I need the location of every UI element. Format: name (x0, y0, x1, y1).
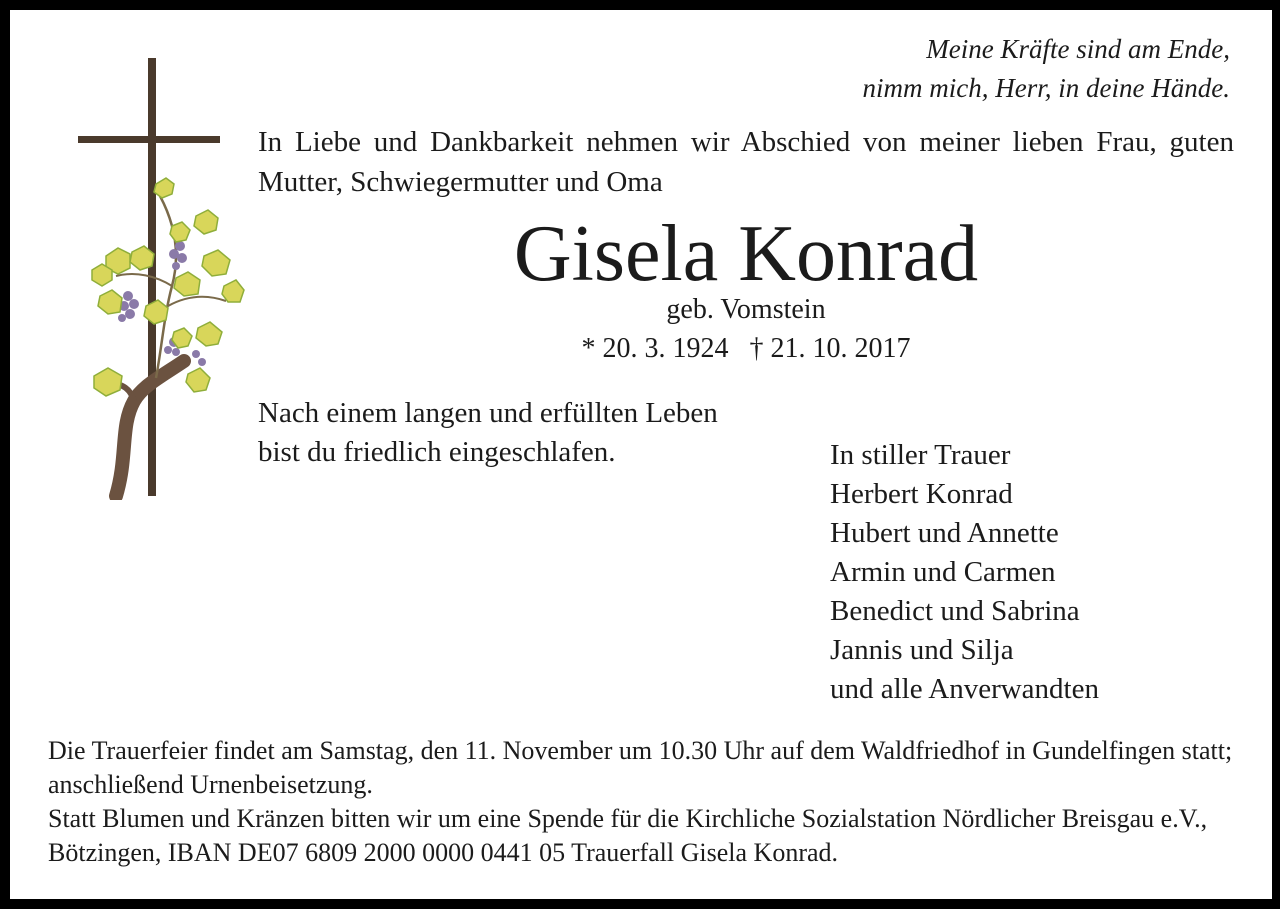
ceremony-info: Die Trauerfeier findet am Samstag, den 11. November um 10.30 Uhr auf dem Waldfriedhof in Gundelfingen statt; anschließend Urnenbeisetzung. (48, 736, 1233, 799)
intro-text: In Liebe und Dankbarkeit nehmen wir Abschied von meiner lieben Frau, guten Mutter, Schwiegermutter und Oma (258, 126, 1234, 198)
mourner-name: Hubert und Annette (830, 517, 1059, 549)
mourner-name: Jannis und Silja (830, 634, 1014, 666)
life-dates: * 20. 3. 1924 † 21. 10. 2017 (581, 333, 911, 364)
mourners-heading: In stiller Trauer (830, 439, 1011, 471)
deceased-name: Gisela Konrad (513, 210, 979, 298)
mourner-name: Herbert Konrad (830, 478, 1013, 510)
motto-line-1: Meine Kräfte sind am Ende, (926, 34, 1230, 64)
farewell-quote (258, 394, 858, 472)
mourners-list (830, 436, 1250, 709)
obituary-notice (10, 10, 1272, 899)
cross-with-grapevine-icon (76, 56, 246, 500)
donation-info: Statt Blumen und Kränzen bitten wir um eine Spende für die Kirchliche Sozialstation Nördlicher Breisgau e.V., Bötzingen, IBAN DE07 6809 2000 0000 0441 05 Trauerfall Gisela Konrad. (48, 804, 1208, 867)
mourner-name: Armin und Carmen (830, 556, 1056, 588)
quote-line-2: bist du friedlich eingeschlafen. (258, 436, 616, 468)
quote-line-1: Nach einem langen und erfüllten Leben (258, 397, 718, 429)
motto-verse (863, 30, 1230, 108)
mourner-name: Benedict und Sabrina (830, 595, 1080, 627)
motto-line-2: nimm mich, Herr, in deine Hände. (862, 73, 1230, 103)
mourner-name: und alle Anverwandten (830, 673, 1099, 705)
funeral-details (48, 734, 1248, 870)
maiden-name: geb. Vomstein (666, 294, 826, 325)
